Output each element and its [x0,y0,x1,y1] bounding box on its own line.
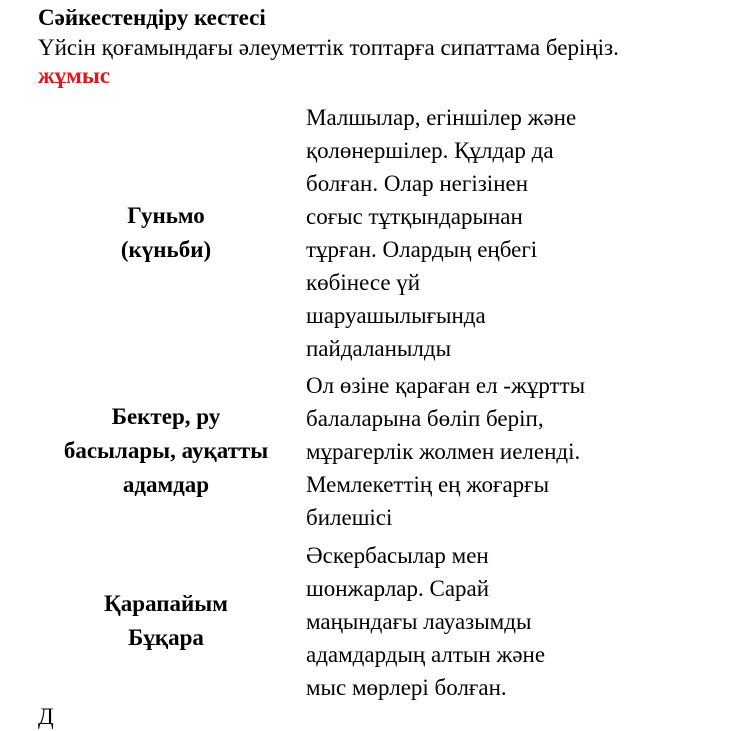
work-tag: жұмыс [38,63,111,88]
social-group-label: Гуньмо (күньби) [120,203,212,262]
matching-table [38,100,678,706]
task-instruction: Үйсін қоғамындағы әлеуметтік топтарға сипаттама беріңіз. [38,35,619,60]
group-description: Малшылар, егіншілер және қолөнершілер. Құлдар да болған. Олар негізінен соғыс тұтқындарынан тұрған. Олардың еңбегі көбінесе үй шаруашылығында пайдаланылды [306,105,577,361]
truncated-text: Д [38,704,54,729]
group-description: Ол өзіне қараған ел -жұртты балаларына бөліп беріп, мұрагерлік жолмен иеленді. Мемлекеттің ең жоғарғы билешісі [306,372,586,530]
social-group-label: Қарапайым Бұқара [104,591,228,650]
table-row [38,100,678,366]
group-description: Әскербасылар мен шонжарлар. Сарай маңындағы лауазымды адамдардың алтын және мыс мөрлері болған. [306,542,546,700]
document-header [38,4,750,90]
social-group-label: Бектер, ру басылары, ауқатты адамдар [63,404,269,497]
table-row [38,366,678,536]
table-row [38,536,678,706]
page-title: Сәйкестендіру кестесі [38,5,266,30]
